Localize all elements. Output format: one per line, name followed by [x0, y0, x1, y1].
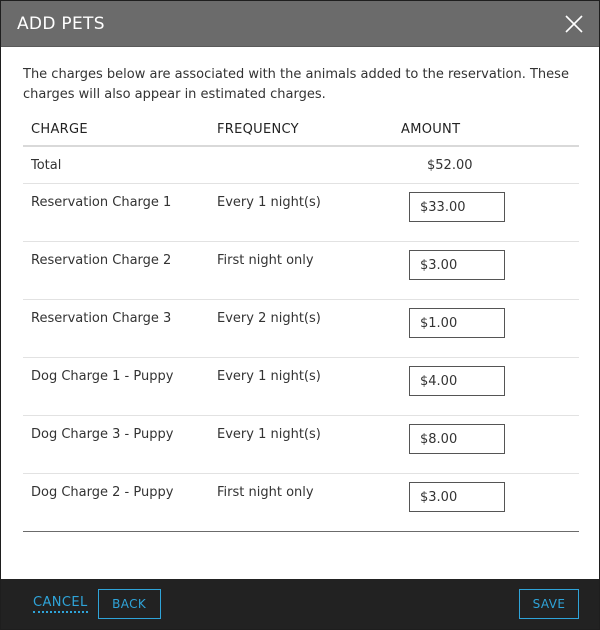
dialog-footer	[1, 579, 599, 629]
amount-input[interactable]	[409, 424, 505, 454]
total-label: Total	[23, 146, 209, 184]
total-row	[23, 146, 579, 184]
table-row	[23, 300, 579, 358]
charges-table	[23, 113, 579, 532]
dialog-title: ADD PETS	[17, 13, 105, 34]
table-row	[23, 474, 579, 532]
intro-text: The charges below are associated with the animals added to the reservation. These charges will also appear in estimated charges.	[23, 67, 569, 102]
back-button[interactable]: BACK	[98, 589, 161, 619]
charge-frequency: Every 1 night(s)	[209, 358, 393, 416]
charge-name: Dog Charge 1 - Puppy	[23, 358, 209, 416]
charge-frequency: First night only	[209, 474, 393, 532]
header-charge: CHARGE	[23, 113, 209, 146]
charge-frequency: Every 2 night(s)	[209, 300, 393, 358]
charge-name: Reservation Charge 2	[23, 242, 209, 300]
total-frequency	[209, 146, 393, 184]
amount-input[interactable]	[409, 482, 505, 512]
table-row	[23, 416, 579, 474]
amount-input[interactable]	[409, 250, 505, 280]
table-header-row	[23, 113, 579, 146]
dialog-header	[1, 1, 599, 47]
charge-frequency: Every 1 night(s)	[209, 416, 393, 474]
charge-name: Dog Charge 3 - Puppy	[23, 416, 209, 474]
table-row	[23, 242, 579, 300]
charge-name: Dog Charge 2 - Puppy	[23, 474, 209, 532]
header-amount: AMOUNT	[393, 113, 579, 146]
charge-frequency: First night only	[209, 242, 393, 300]
amount-input[interactable]	[409, 366, 505, 396]
charge-name: Reservation Charge 1	[23, 184, 209, 242]
amount-input[interactable]	[409, 308, 505, 338]
charge-name: Reservation Charge 3	[23, 300, 209, 358]
total-amount: $52.00	[427, 157, 473, 173]
cancel-button[interactable]: CANCEL	[33, 595, 88, 613]
header-frequency: FREQUENCY	[209, 113, 393, 146]
close-icon[interactable]	[564, 14, 584, 34]
save-button[interactable]: SAVE	[519, 589, 579, 619]
charge-frequency: Every 1 night(s)	[209, 184, 393, 242]
table-row	[23, 184, 579, 242]
amount-input[interactable]	[409, 192, 505, 222]
table-row	[23, 358, 579, 416]
